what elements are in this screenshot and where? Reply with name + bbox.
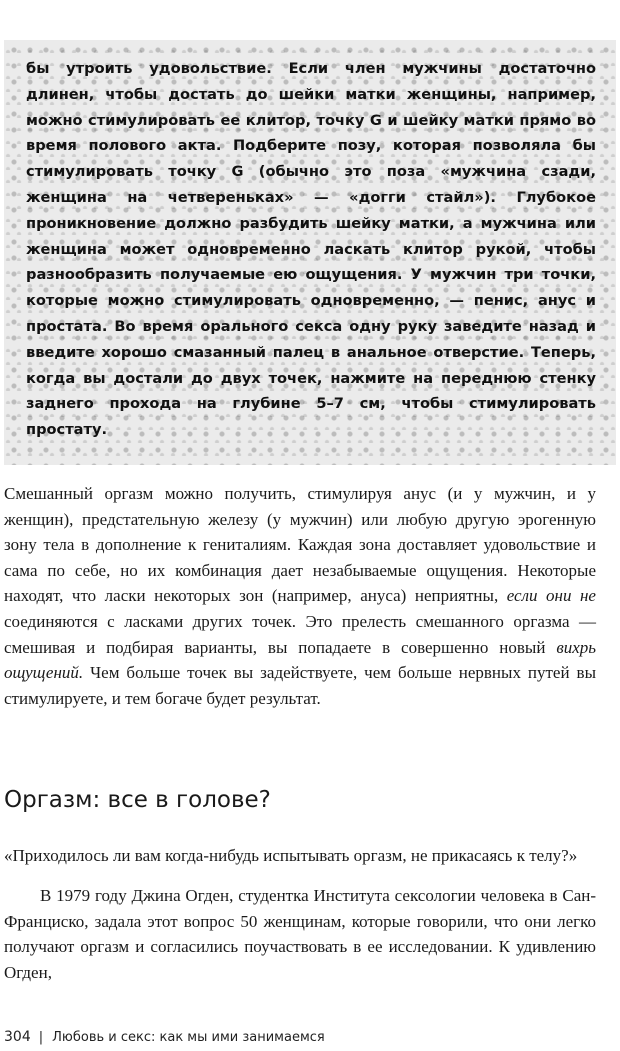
body-paragraph-mixed-orgasm (4, 481, 596, 711)
footer-separator: | (38, 1030, 44, 1045)
page-footer (4, 1028, 325, 1047)
paragraph-text: Смешанный оргазм можно получить, стимулируя анус (и у мужчин, и у женщин), предстательную железу (у мужчин) или любую другую эрогенную зону тела в дополнение к гениталиям. Каждая зона доставляет удовольствие и сама по себе, но их комбинация дает незабываемые ощущения. Некоторые находят, что ласки некоторых зон (например, ануса) неприятны, (4, 484, 596, 606)
running-title: Любовь и секс: как мы ими занимаемся (52, 1030, 325, 1045)
paragraph-text: соединяются с ласками других точек. Это прелесть смешанного оргазма — смешивая и подбирая варианты, вы попадаете в совершенно новый (4, 611, 596, 657)
page-number: 304 (4, 1029, 31, 1045)
body-paragraph-quote: «Приходилось ли вам когда-нибудь испытывать оргазм, не прикасаясь к телу?» (4, 846, 578, 865)
italic-phrase: если они не (506, 586, 596, 606)
body-paragraph-ogden: В 1979 году Джина Огден, студентка Института сексологии человека в Сан-Франциско, задала этот вопрос 50 женщинам, которые говорили, что они легко получают оргазм и согласились поучаствовать в ее исследовании. К удивлению Огден, (4, 886, 596, 982)
paragraph-text: Чем больше точек вы задействуете, чем больше нервных путей вы стимулируете, и тем богаче будет результат. (4, 663, 596, 708)
sidebar-text: бы утроить удовольствие. Если член мужчины достаточно длинен, чтобы достать до шейки матки женщины, например, можно стимулировать ее клитор, точку G и шейку матки прямо во время полового акта. Подберите позу, которая позволяла бы стимулировать точку G (обычно это поза «мужчина сзади, женщина на четвереньках» — «догги стайл»). Глубокое проникновение должно разбудить шейку матки, а мужчина или женщина может одновременно ласкать клитор рукой, чтобы разнообразить получаемые ею ощущения. У мужчин три точки, которые можно стимулировать одновременно, — пенис, анус и простата. Во время орального секса одну руку заведите назад и введите хорошо смазанный палец в анальное отверстие. Теперь, когда вы достали до двух точек, нажмите на переднюю стенку заднего прохода на глубине 5–7 см, чтобы стимулировать простату. (26, 60, 596, 439)
italic-phrase: вихрь ощущений. (4, 637, 596, 683)
section-heading: Оргазм: все в голове? (4, 787, 271, 813)
